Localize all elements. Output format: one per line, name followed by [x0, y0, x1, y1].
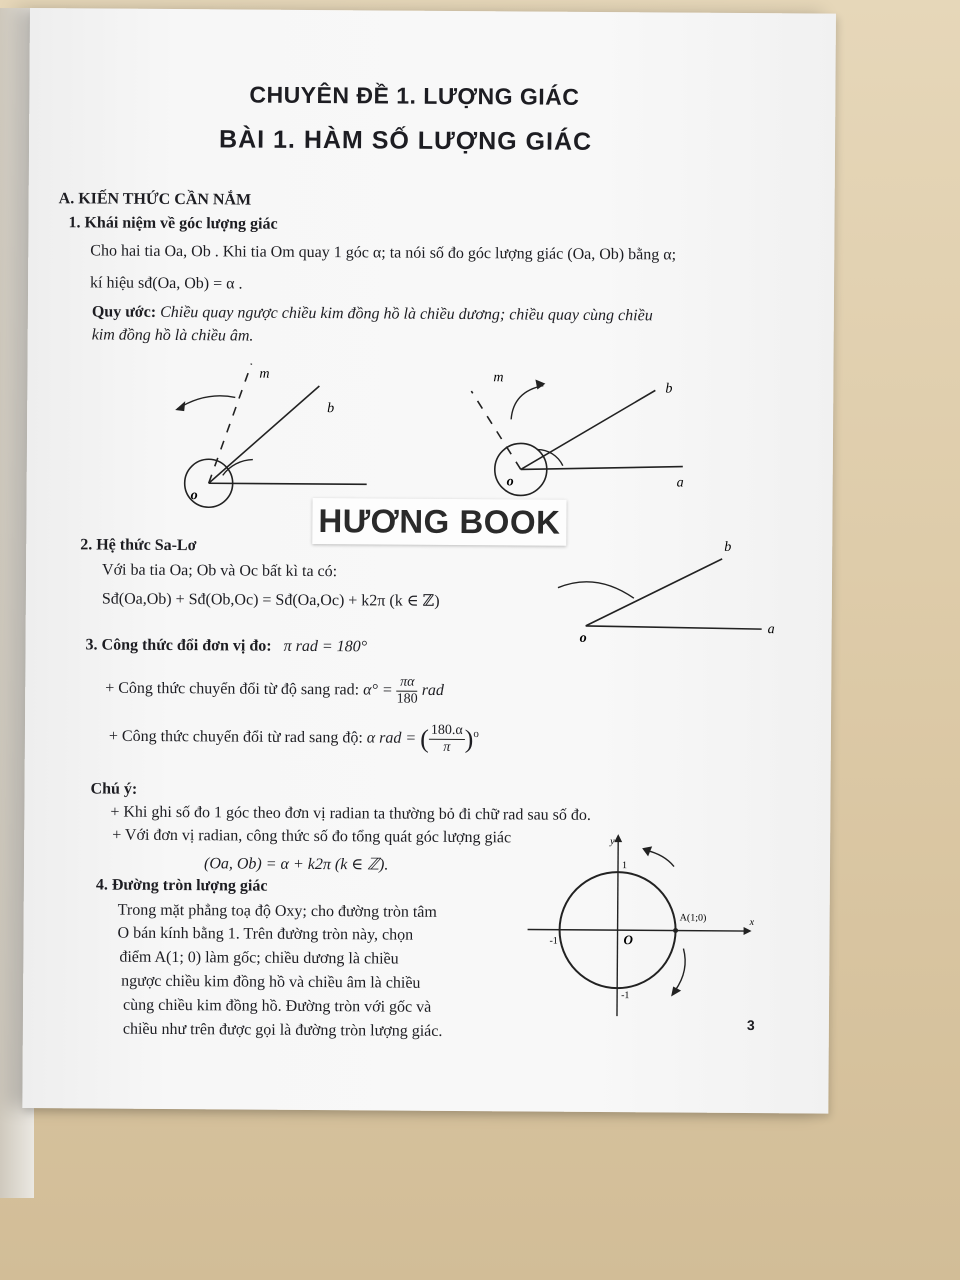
- salo-formula: Sđ(Oa,Ob) + Sđ(Ob,Oc) = Sđ(Oa,Oc) + k2π (k ∈ ℤ): [101, 590, 440, 610]
- bullet2-fraction: [429, 723, 465, 756]
- label-minus-one-y: -1: [621, 990, 630, 1002]
- label-y: y: [610, 836, 615, 848]
- fig1-arrowhead: [175, 401, 185, 411]
- bullet1-denominator: 180: [396, 691, 418, 707]
- figure-positive-angle: [447, 361, 698, 503]
- label-origin: O: [623, 932, 633, 948]
- unit-circle-figure: [523, 829, 764, 1021]
- item4-line-3: điểm A(1; 0) làm gốc; chiều dương là chiều: [119, 948, 399, 968]
- watermark-label: HƯƠNG BOOK: [312, 498, 566, 546]
- note-bullet2: + Với đơn vị radian, công thức số đo tổng quát góc lượng giác: [112, 826, 512, 847]
- item3-heading-line: [85, 636, 367, 656]
- x-axis-arrowhead: [744, 927, 752, 935]
- chapter-title: CHUYÊN ĐỀ 1. LƯỢNG GIÁC: [249, 81, 580, 110]
- fig2-ray-om: [471, 391, 522, 469]
- fig2-label-b: b: [665, 381, 673, 397]
- item3-bullet2: [109, 721, 479, 757]
- item4-line-5: cùng chiều kim đồng hồ. Đường tròn với gốc và: [122, 996, 432, 1016]
- fig2-label-a: a: [676, 475, 684, 491]
- bullet1-unit: rad: [421, 681, 445, 700]
- convention-label: Quy ước:: [91, 303, 157, 321]
- fig2-ray-ob: [521, 389, 656, 470]
- page-number: 3: [746, 1017, 755, 1034]
- fig3-label-o: o: [579, 630, 587, 646]
- item1-line1: Cho hai tia Oa, Ob . Khi tia Om quay 1 góc α; ta nói số đo góc lượng giác (Oa, Ob) bằng α;: [90, 242, 677, 264]
- fig1-ray-om: [209, 363, 252, 483]
- bullet2-open-paren: (: [420, 724, 429, 754]
- fig3-label-a: a: [767, 622, 775, 638]
- figure-angle-ab: [556, 536, 787, 648]
- convention-text1: Chiều quay ngược chiều kim đồng hồ là chiều dương; chiều quay cùng chiều: [160, 303, 653, 325]
- bullet2-denominator: π: [443, 739, 451, 755]
- note-bullet1: + Khi ghi số đo 1 góc theo đơn vị radian ta thường bỏ đi chữ rad sau số đo.: [110, 803, 591, 824]
- bullet2-degree: o: [473, 727, 479, 740]
- convention-line2: kim đồng hồ là chiều âm.: [91, 326, 254, 345]
- item1-line2: kí hiệu sđ(Oa, Ob) = α .: [90, 274, 243, 293]
- item2-heading: 2. Hệ thức Sa-Lơ: [80, 536, 197, 555]
- item4-line-6: chiều như trên được gọi là đường tròn lượng giác.: [122, 1020, 443, 1040]
- fig2-ray-oa: [521, 465, 683, 470]
- item4-heading: 4. Đường tròn lượng giác: [95, 876, 268, 895]
- fig3-angle-arc: [558, 582, 634, 599]
- label-minus-one-x: -1: [549, 935, 558, 947]
- point-a: [673, 928, 678, 933]
- note-formula: (Oa, Ob) = α + k2π (k ∈ ℤ).: [203, 855, 389, 874]
- bullet1-numerator: πα: [397, 675, 418, 692]
- fig2-label-m: m: [493, 370, 504, 386]
- negative-direction-arrow: [675, 949, 685, 991]
- bullet1-lhs: α° =: [363, 681, 393, 699]
- bullet1-fraction: [397, 675, 418, 708]
- fig1-label-m: m: [259, 366, 270, 382]
- y-axis-arrowhead: [614, 834, 622, 842]
- lesson-title: BÀI 1. HÀM SỐ LƯỢNG GIÁC: [218, 125, 593, 156]
- fig1-rotation-arrow: [177, 396, 235, 410]
- item3-bullet1: [105, 673, 444, 708]
- item4-line-2: O bán kính bằng 1. Trên đường tròn này, chọn: [117, 924, 414, 944]
- fig2-label-o: o: [506, 474, 514, 490]
- convention-line1: [92, 303, 653, 325]
- label-x: x: [749, 917, 755, 929]
- note-label: Chú ý:: [90, 780, 138, 798]
- bullet2-lhs: α rad =: [366, 729, 417, 747]
- fig2-rotation-arrow: [511, 385, 543, 419]
- item2-line1: Với ba tia Oa; Ob và Oc bất kì ta có:: [102, 561, 338, 581]
- label-one-y: 1: [621, 860, 628, 872]
- fig1-label-o: o: [190, 488, 198, 504]
- y-axis: [617, 838, 618, 1016]
- fig3-ray-ob: [586, 558, 722, 627]
- item1-heading: 1. Khái niệm về góc lượng giác: [68, 214, 278, 233]
- item3-heading: 3. Công thức đổi đơn vị đo:: [85, 636, 272, 655]
- item4-line-1: Trong mặt phẳng toạ độ Oxy; cho đường tròn tâm: [117, 901, 437, 921]
- fig1-ray-ob: [209, 385, 320, 484]
- bullet2-text: + Công thức chuyển đổi từ rad sang độ:: [108, 727, 363, 747]
- item4-line-4: ngược chiều kim đồng hồ và chiều âm là chiều: [121, 972, 421, 992]
- figure-negative-angle: [156, 349, 377, 521]
- bullet2-numerator: 180.α: [429, 723, 465, 740]
- bullet1-text: + Công thức chuyển đổi từ độ sang rad:: [105, 679, 360, 699]
- fig3-label-b: b: [724, 539, 732, 555]
- label-point-a: A(1;0): [679, 912, 707, 924]
- fig2-arrowhead: [535, 380, 545, 390]
- fig1-label-b: b: [327, 401, 335, 417]
- fig3-ray-oa: [586, 626, 762, 629]
- section-a-heading: A. KIẾN THỨC CẦN NẮM: [58, 190, 252, 209]
- book-page: [22, 8, 836, 1114]
- item3-heading-formula: π rad = 180°: [283, 637, 368, 656]
- positive-direction-arrow: [646, 850, 674, 866]
- bullet2-close-paren: ): [464, 724, 474, 754]
